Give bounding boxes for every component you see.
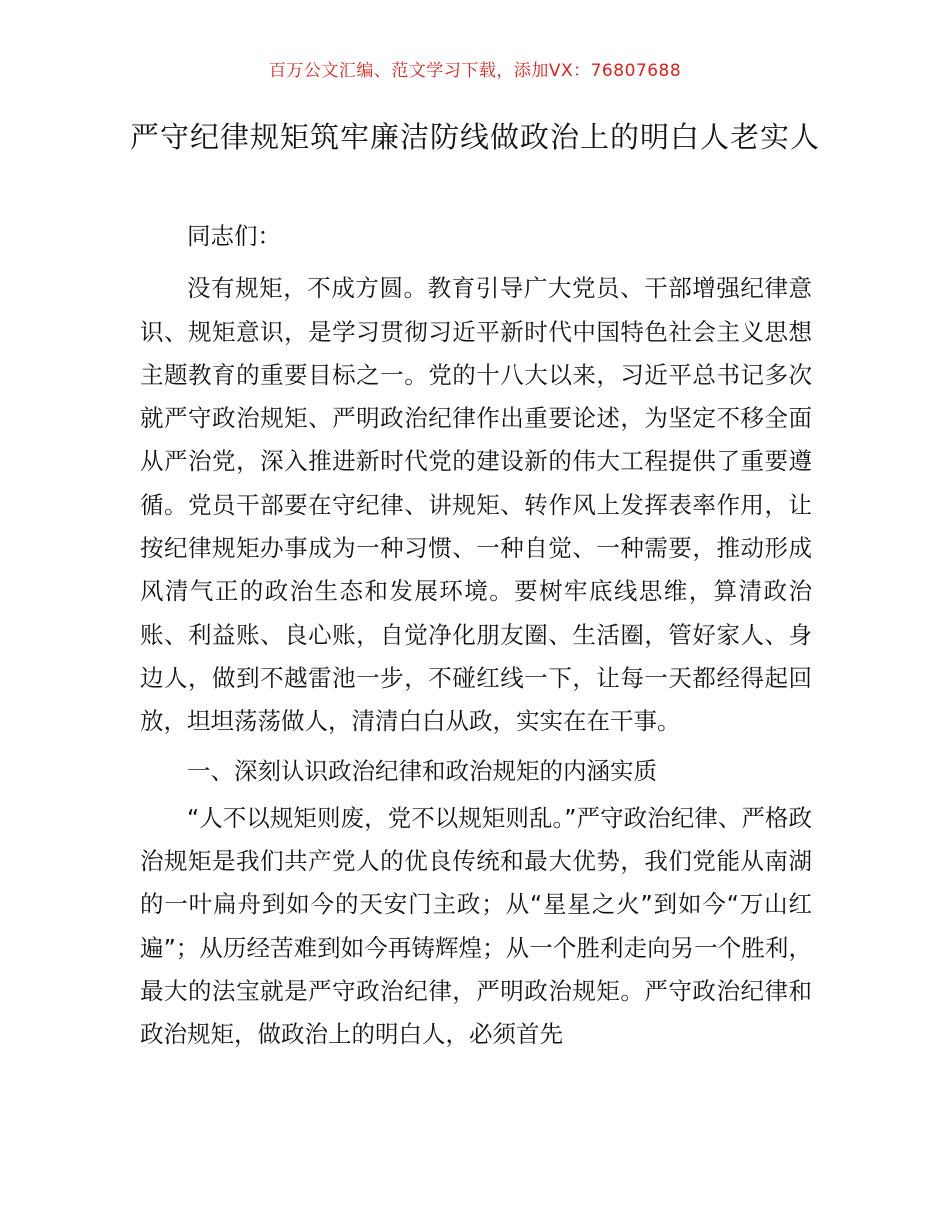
header-watermark-note: 百万公文汇编、范文学习下载，添加VX：76807688 <box>268 61 682 81</box>
document-body <box>140 215 812 1063</box>
section-paragraph: “人不以规矩则废，党不以规矩则乱。”严守政治纪律、严格政治规矩是我们共产党人的优良传统和最大优势，我们党能从南湖的一叶扁舟到如今的天安门主政；从“星星之火”到如今“万山红遍”；从历经苦难到如今再铸辉煌；从一个胜利走向另一个胜利，最大的法宝就是严守政治纪律，严明政治规矩。严守政治纪律和政治规矩，做政治上的明白人，必须首先 <box>140 803 812 1049</box>
page-title: 严守纪律规矩筑牢廉洁防线做政治上的明白人老实人 <box>129 120 820 154</box>
salutation: 同志们： <box>187 222 281 250</box>
body-paragraph: 没有规矩，不成方圆。教育引导广大党员、干部增强纪律意识、规矩意识，是学习贯彻习近平新时代中国特色社会主义思想主题教育的重要目标之一。党的十八大以来，习近平总书记多次就严守政治规矩、严明政治纪律作出重要论述，为坚定不移全面从严治党，深入推进新时代党的建设新的伟大工程提供了重要遵循。党员干部要在守纪律、讲规矩、转作风上发挥表率作用，让按纪律规矩办事成为一种习惯、一种自觉、一种需要，推动形成风清气正的政治生态和发展环境。要树牢底线思维，算清政治账、利益账、良心账，自觉净化朋友圈、生活圈，管好家人、身边人，做到不越雷池一步，不碰红线一下，让每一天都经得起回放，坦坦荡荡做人，清清白白从政，实实在在干事。 <box>140 274 812 736</box>
section-heading: 一、深刻认识政治纪律和政治规矩的内涵实质 <box>187 756 657 785</box>
